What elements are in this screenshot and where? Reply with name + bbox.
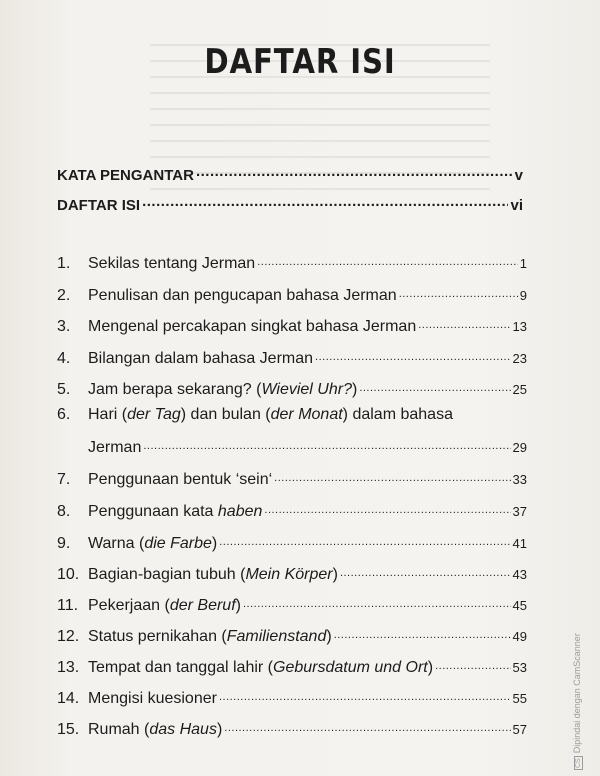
page-number: 29	[512, 439, 527, 455]
toc-entry-10[interactable]	[57, 561, 527, 584]
entry-number: 3.	[57, 317, 71, 335]
toc-entry-7[interactable]	[57, 466, 527, 489]
dot-leader	[274, 466, 510, 484]
entry-title: Warna (die Farbe)	[88, 534, 218, 552]
entry-title: Mengisi kuesioner	[88, 689, 217, 707]
entry-title: Sekilas tentang Jerman	[88, 254, 256, 272]
toc-label: DAFTAR ISI	[57, 196, 141, 214]
page-number: 9	[519, 287, 527, 303]
toc-entry-4[interactable]	[57, 345, 527, 368]
camscanner-icon: CS	[575, 758, 582, 768]
dot-leader	[334, 623, 511, 641]
toc-entry-3[interactable]	[57, 313, 527, 336]
toc-entry-6-continuation[interactable]	[88, 434, 527, 457]
entry-number: 13.	[57, 658, 80, 676]
entry-number: 10.	[57, 565, 80, 583]
toc-entry-daftar-isi[interactable]	[57, 193, 523, 214]
entry-number: 4.	[57, 349, 71, 367]
entry-title: Hari (der Tag) dan bulan (der Monat) dalam bahasa	[88, 406, 453, 423]
page-number: 1	[519, 255, 527, 271]
dot-leader	[243, 592, 511, 610]
dot-leader	[399, 282, 518, 300]
dot-leader	[219, 685, 511, 703]
page-number: 23	[512, 350, 527, 366]
page-number: v	[514, 166, 523, 184]
toc-label: KATA PENGANTAR	[57, 166, 194, 184]
dot-leader	[219, 530, 510, 548]
page-number: 43	[512, 566, 527, 582]
dot-leader	[340, 561, 511, 579]
toc-entry-11[interactable]	[57, 592, 527, 615]
page-number: 25	[512, 381, 527, 397]
toc-entry-5[interactable]	[57, 376, 527, 399]
page-number: 49	[512, 628, 527, 644]
entry-title: Mengenal percakapan singkat bahasa Jerman	[88, 317, 417, 335]
page-number: 41	[512, 535, 527, 551]
entry-title: Jam berapa sekarang? (Wieviel Uhr?)	[88, 380, 358, 398]
page-number: 37	[512, 503, 527, 519]
page-number: 53	[512, 659, 527, 675]
entry-number: 15.	[57, 720, 80, 738]
page-number: 55	[512, 690, 527, 706]
page-number: 33	[512, 471, 527, 487]
entry-title: Status pernikahan (Familienstand)	[88, 627, 332, 645]
dot-leader	[142, 193, 508, 210]
entry-number: 6.	[57, 406, 71, 423]
entry-number: 8.	[57, 502, 71, 520]
page-number: 13	[512, 318, 527, 334]
toc-entry-kata-pengantar[interactable]	[57, 163, 523, 184]
toc-entry-14[interactable]	[57, 685, 527, 708]
page-number: 57	[512, 721, 527, 737]
entry-title: Rumah (das Haus)	[88, 720, 223, 738]
watermark-text: Dipindai dengan CamScanner	[572, 633, 582, 754]
entry-number: 12.	[57, 627, 80, 645]
toc-entry-15[interactable]	[57, 716, 527, 739]
entry-title: Pekerjaan (der Beruf)	[88, 596, 241, 614]
dot-leader	[315, 345, 511, 363]
entry-number: 14.	[57, 689, 80, 707]
bleed-through	[150, 30, 490, 430]
toc-entry-9[interactable]	[57, 530, 527, 553]
dot-leader	[264, 498, 510, 516]
entry-title: Bagian-bagian tubuh (Mein Körper)	[88, 565, 338, 583]
entry-title: Penulisan dan pengucapan bahasa Jerman	[88, 286, 397, 304]
entry-number: 5.	[57, 380, 71, 398]
toc-entry-13[interactable]	[57, 654, 527, 677]
entry-title: Penggunaan bentuk ‘sein‘	[88, 470, 273, 488]
dot-leader	[224, 716, 510, 734]
dot-leader	[435, 654, 510, 672]
scanner-watermark	[572, 633, 583, 770]
entry-number: 1.	[57, 254, 71, 272]
entry-title: Penggunaan kata haben	[88, 502, 263, 520]
entry-number: 9.	[57, 534, 71, 552]
entry-title: Bilangan dalam bahasa Jerman	[88, 349, 314, 367]
entry-number: 2.	[57, 286, 71, 304]
toc-entry-6[interactable]	[57, 406, 527, 424]
page-number: 45	[512, 597, 527, 613]
dot-leader	[143, 434, 510, 452]
dot-leader	[359, 376, 510, 394]
entry-number: 7.	[57, 470, 71, 488]
page-title: DAFTAR ISI	[204, 42, 396, 82]
toc-entry-2[interactable]	[57, 282, 527, 305]
toc-entry-1[interactable]	[57, 250, 527, 273]
dot-leader	[196, 163, 513, 180]
entry-number: 11.	[57, 596, 79, 614]
entry-title: Tempat dan tanggal lahir (Gebursdatum und Ort)	[88, 658, 434, 676]
page-number: vi	[510, 196, 523, 214]
dot-leader	[257, 250, 518, 268]
toc-entry-12[interactable]	[57, 623, 527, 646]
dot-leader	[418, 313, 510, 331]
toc-entry-8[interactable]	[57, 498, 527, 521]
entry-title-continued: Jerman	[88, 438, 142, 456]
